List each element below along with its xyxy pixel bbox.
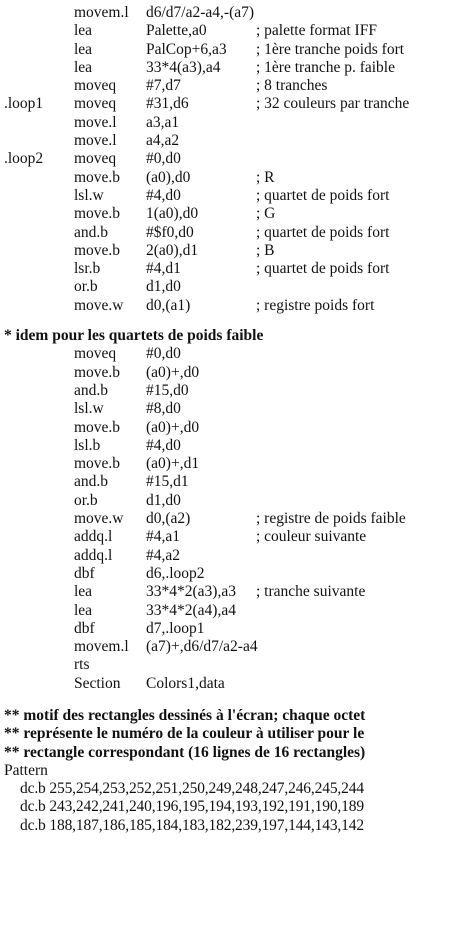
- code-line: [0, 150, 460, 168]
- code-comment: ; 32 couleurs par tranche: [256, 95, 410, 113]
- code-line: [0, 114, 460, 132]
- code-operand: d0,(a1): [146, 296, 191, 314]
- code-line: [0, 547, 460, 565]
- code-operand: 33*4*2(a4),a4: [146, 601, 236, 619]
- code-instruction: lsr.b: [74, 260, 101, 278]
- code-operand: #15,d1: [146, 473, 189, 491]
- code-instruction: lea: [74, 22, 93, 40]
- code-comment: ; 8 tranches: [256, 77, 328, 95]
- code-operand: (a0)+,d1: [146, 455, 200, 473]
- code-line: [0, 260, 460, 278]
- code-instruction: move.w: [74, 296, 124, 314]
- code-line: [0, 510, 460, 528]
- code-line: [0, 382, 460, 400]
- code-operand: (a0),d0: [146, 168, 191, 186]
- code-comment: ; quartet de poids fort: [256, 260, 390, 278]
- code-line: [0, 675, 460, 693]
- code-label: .loop2: [4, 150, 44, 168]
- code-comment: ; B: [256, 241, 275, 259]
- code-line: [0, 41, 460, 59]
- code-operand: #$f0,d0: [146, 223, 194, 241]
- pattern-label: Pattern: [4, 761, 48, 779]
- code-operand: 33*4*2(a3),a3: [146, 583, 236, 601]
- code-instruction: dbf: [74, 564, 95, 582]
- code-line: [0, 77, 460, 95]
- code-block-low-nibble: [0, 345, 460, 693]
- code-comment: ; quartet de poids fort: [256, 223, 390, 241]
- code-instruction: lea: [74, 601, 93, 619]
- code-line: [0, 132, 460, 150]
- code-line: [0, 224, 460, 242]
- code-instruction: lsl.w: [74, 400, 104, 418]
- code-instruction: lea: [74, 40, 93, 58]
- code-line: [0, 419, 460, 437]
- code-instruction: move.l: [74, 132, 117, 150]
- code-instruction: and.b: [74, 223, 109, 241]
- code-line: [0, 242, 460, 260]
- code-line: [0, 59, 460, 77]
- code-label: .loop1: [4, 95, 44, 113]
- code-instruction: lsl.b: [74, 436, 101, 454]
- code-line: [0, 364, 460, 382]
- code-instruction: movem.l: [74, 638, 129, 656]
- code-operand: PalCop+6,a3: [146, 40, 227, 58]
- code-instruction: movem.l: [74, 4, 129, 21]
- section-heading-low-nibble: * idem pour les quartets de poids faible: [4, 327, 264, 345]
- code-comment: ; R: [256, 168, 275, 186]
- code-operand: #0,d0: [146, 345, 181, 363]
- code-line: [0, 638, 460, 656]
- code-instruction: moveq: [74, 77, 117, 95]
- code-comment: ; G: [256, 205, 276, 223]
- pattern-data-line: dc.b 255,254,253,252,251,250,249,248,247,246,245,244: [20, 780, 364, 798]
- code-operand: (a0)+,d0: [146, 418, 200, 436]
- code-operand: d6,.loop2: [146, 564, 205, 582]
- code-line: [0, 4, 460, 22]
- code-instruction: move.l: [74, 113, 117, 131]
- code-line: [0, 620, 460, 638]
- code-operand: d1,d0: [146, 491, 181, 509]
- code-instruction: move.b: [74, 418, 121, 436]
- code-instruction: or.b: [74, 491, 98, 509]
- code-instruction: move.b: [74, 205, 121, 223]
- code-operand: #4,a2: [146, 546, 181, 564]
- code-line: [0, 400, 460, 418]
- code-operand: a3,a1: [146, 113, 180, 131]
- code-line: [0, 345, 460, 363]
- code-line: [0, 205, 460, 223]
- code-listing-page: [0, 4, 460, 835]
- code-operand: #31,d6: [146, 95, 189, 113]
- code-operand: Palette,a0: [146, 22, 207, 40]
- code-line: [0, 565, 460, 583]
- code-instruction: addq.l: [74, 528, 113, 546]
- code-line: [0, 169, 460, 187]
- code-operand: #8,d0: [146, 400, 181, 418]
- code-operand: Colors1,data: [146, 674, 225, 692]
- code-operand: (a7)+,d6/d7/a2-a4: [146, 638, 258, 656]
- code-instruction: move.b: [74, 241, 121, 259]
- code-operand: #15,d0: [146, 381, 189, 399]
- code-operand: #4,d1: [146, 260, 181, 278]
- code-line: [0, 473, 460, 491]
- pattern-comment-block: [0, 707, 460, 762]
- code-line: [0, 187, 460, 205]
- code-line: [0, 22, 460, 40]
- code-line: [0, 95, 460, 113]
- code-comment: ; 1ère tranche p. faible: [256, 58, 395, 76]
- code-instruction: lea: [74, 583, 93, 601]
- code-line: [0, 602, 460, 620]
- code-comment: ; tranche suivante: [256, 583, 366, 601]
- code-operand: 2(a0),d1: [146, 241, 199, 259]
- code-operand: d1,d0: [146, 278, 181, 296]
- code-instruction: move.b: [74, 168, 121, 186]
- code-line: [0, 492, 460, 510]
- pattern-comment-line: ** rectangle correspondant (16 lignes de 16 rectangles): [4, 743, 366, 761]
- code-instruction: moveq: [74, 95, 117, 113]
- code-instruction: move.b: [74, 455, 121, 473]
- code-operand: #7,d7: [146, 77, 181, 95]
- pattern-comment-line: ** représente le numéro de la couleur à utiliser pour le: [4, 725, 365, 743]
- code-instruction: lsl.w: [74, 186, 104, 204]
- code-instruction: and.b: [74, 473, 109, 491]
- code-instruction: moveq: [74, 345, 117, 363]
- code-instruction: Section: [74, 674, 121, 692]
- code-comment: ; 1ère tranche poids fort: [256, 40, 405, 58]
- code-instruction: dbf: [74, 619, 95, 637]
- pattern-data-line: dc.b 188,187,186,185,184,183,182,239,197,144,143,142: [20, 816, 364, 834]
- code-instruction: addq.l: [74, 546, 113, 564]
- code-operand: 1(a0),d0: [146, 205, 199, 223]
- code-instruction: or.b: [74, 278, 98, 296]
- code-operand: #0,d0: [146, 150, 181, 168]
- code-operand: d7,.loop1: [146, 619, 205, 637]
- code-instruction: move.b: [74, 363, 121, 381]
- code-operand: d6/d7/a2-a4,-(a7): [146, 4, 255, 21]
- pattern-data-block: [0, 780, 460, 835]
- code-operand: a4,a2: [146, 132, 180, 150]
- code-instruction: and.b: [74, 381, 109, 399]
- code-line: [0, 583, 460, 601]
- code-block-palette-loop: [0, 4, 460, 315]
- code-line: [0, 528, 460, 546]
- code-operand: #4,a1: [146, 528, 181, 546]
- code-line: [0, 656, 460, 674]
- code-operand: #4,d0: [146, 436, 181, 454]
- code-line: [0, 455, 460, 473]
- pattern-comment-line: ** motif des rectangles dessinés à l'écran; chaque octet: [4, 706, 366, 724]
- code-instruction: rts: [74, 656, 90, 674]
- code-instruction: moveq: [74, 150, 117, 168]
- code-operand: d0,(a2): [146, 510, 191, 528]
- code-operand: (a0)+,d0: [146, 363, 200, 381]
- code-comment: ; palette format IFF: [256, 22, 377, 40]
- pattern-data-line: dc.b 243,242,241,240,196,195,194,193,192,191,190,189: [20, 798, 364, 816]
- code-instruction: move.w: [74, 510, 124, 528]
- code-operand: 33*4(a3),a4: [146, 58, 221, 76]
- code-line: [0, 297, 460, 315]
- code-instruction: lea: [74, 58, 93, 76]
- code-line: [0, 278, 460, 296]
- code-operand: #4,d0: [146, 186, 181, 204]
- code-comment: ; couleur suivante: [256, 528, 367, 546]
- code-comment: ; registre poids fort: [256, 296, 375, 314]
- code-line: [0, 437, 460, 455]
- code-comment: ; registre de poids faible: [256, 510, 406, 528]
- code-comment: ; quartet de poids fort: [256, 186, 390, 204]
